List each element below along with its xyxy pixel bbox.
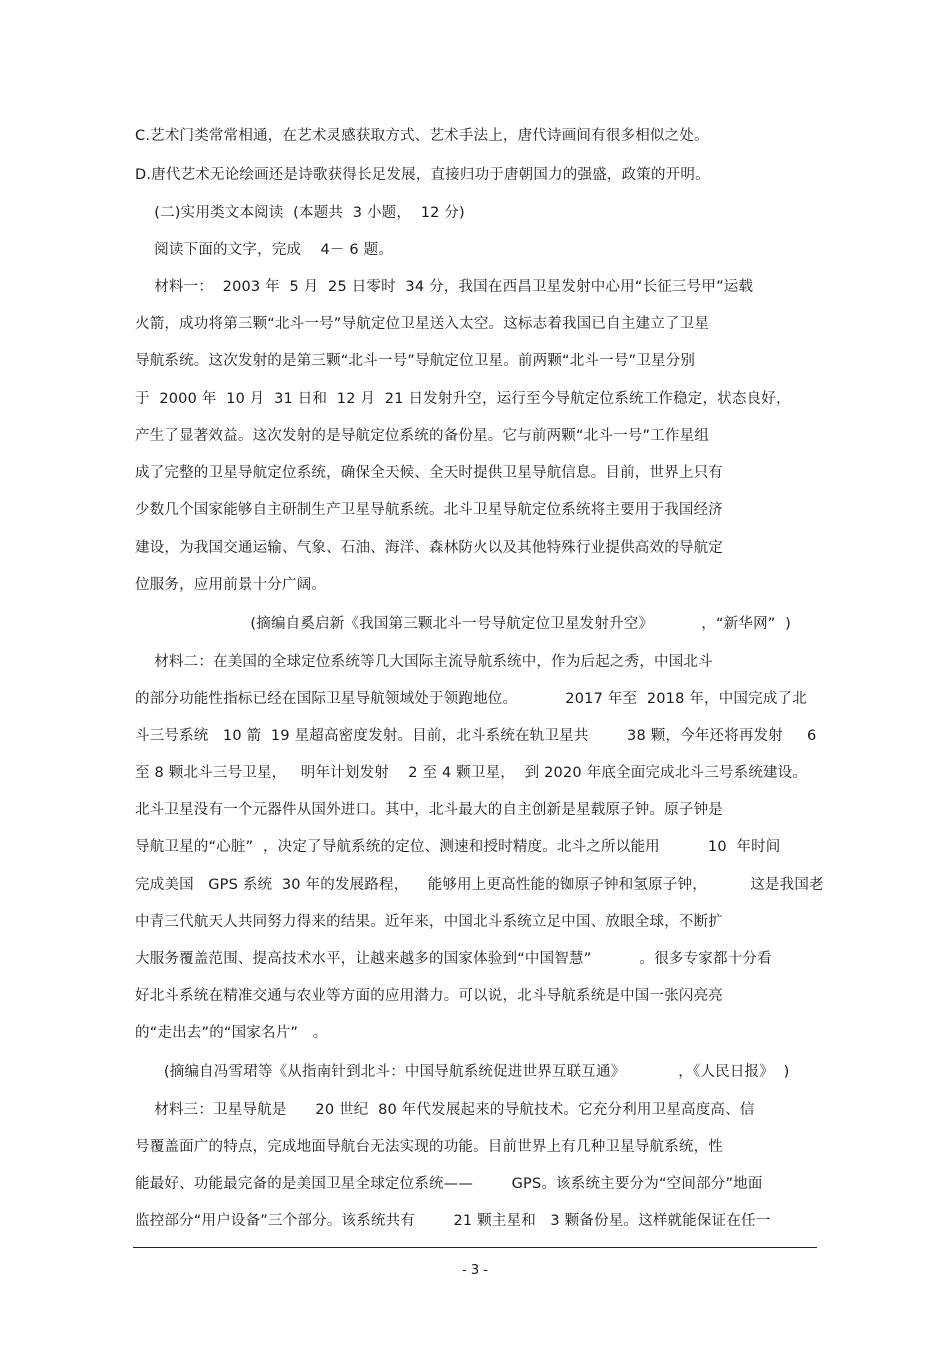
text-line: 成了完整的卫星导航定位系统，确保全天候、全天时提供卫星导航信息。目前，世界上只有 [135, 465, 723, 481]
section-heading: (二)实用类文本阅读 (本题共 3 小题， 12 分) [135, 205, 465, 221]
text-line: 火箭，成功将第三颗“北斗一号”导航定位卫星送入太空。这标志着我国已自主建立了卫星 [135, 316, 710, 332]
source-citation: (摘编自冯雪珺等《从指南针到北斗：中国导航系统促进世界互联互通》 ，《人民日报》 ) [135, 1064, 790, 1080]
text-line: 至 8 颗北斗三号卫星， 明年计划发射 2 至 4 颗卫星， 到 2020 年底全面完成北斗三号系统建设。 [135, 765, 808, 781]
text-line: 斗三号系统 10 箭 19 星超高密度发射。目前，北斗系统在轨卫星共 38 颗，今年还将再发射 6 [135, 728, 817, 744]
text-line: 大服务覆盖范围、提高技术水平，让越来越多的国家体验到“中国智慧” 。很多专家都十分看 [135, 951, 772, 967]
text-line: 位服务，应用前景十分广阔。 [135, 577, 327, 593]
text-line: 于 2000 年 10 月 31 日和 12 月 21 日发射升空，运行至今导航定位系统工作稳定，状态良好， [135, 391, 791, 407]
text-line: D.唐代艺术无论绘画还是诗歌获得长足发展，直接归功于唐朝国力的强盛，政策的开明。 [135, 167, 710, 183]
text-line: 能最好、功能最完备的是美国卫星全球定位系统—— GPS。该系统主要分为“空间部分”地面 [135, 1176, 763, 1192]
text-line: 的“走出去”的“国家名片” 。 [135, 1025, 328, 1041]
source-citation: (摘编自奚启新《我国第三颗北斗一号导航定位卫星发射升空》 ，“新华网” ) [135, 616, 791, 632]
text-line: 阅读下面的文字，完成 4－ 6 题。 [135, 242, 394, 258]
text-line: 材料一： 2003 年 5 月 25 日零时 34 分，我国在西昌卫星发射中心用“长征三号甲”运载 [135, 279, 754, 295]
text-line: C.艺术门类常常相通，在艺术灵感获取方式、艺术手法上，唐代诗画间有很多相似之处。 [135, 128, 709, 144]
text-line: 建设，为我国交通运输、气象、石油、海洋、森林防火以及其他特殊行业提供高效的导航定 [135, 540, 723, 556]
text-line: 中青三代航天人共同努力得来的结果。近年来，中国北斗系统立足中国、放眼全球，不断扩 [135, 914, 723, 930]
text-line: 完成美国 GPS 系统 30 年的发展路程， 能够用上更高性能的铷原子钟和氢原子钟， 这是我国老 [135, 877, 824, 893]
text-line: 产生了显著效益。这次发射的是导航定位系统的备份星。它与前两颗“北斗一号”工作星组 [135, 428, 710, 444]
text-line: 北斗卫星没有一个元器件从国外进口。其中，北斗最大的自主创新是星载原子钟。原子钟是 [135, 802, 723, 818]
text-line: 导航卫星的“心脏” ，决定了导航系统的定位、测速和授时精度。北斗之所以能用 10 年时间 [135, 839, 781, 855]
text-line: 号覆盖面广的特点，完成地面导航台无法实现的功能。目前世界上有几种卫星导航系统，性 [135, 1139, 723, 1155]
text-line: 好北斗系统在精准交通与农业等方面的应用潜力。可以说，北斗导航系统是中国一张闪亮亮 [135, 988, 723, 1004]
text-line: 导航系统。这次发射的是第三颗“北斗一号”导航定位卫星。前两颗“北斗一号”卫星分别 [135, 353, 696, 369]
text-line: 材料二：在美国的全球定位系统等几大国际主流导航系统中，作为后起之秀，中国北斗 [135, 654, 713, 670]
text-line: 的部分功能性指标已经在国际卫星导航领域处于领跑地位。 2017 年至 2018 年，中国完成了北 [135, 691, 807, 707]
footer-divider [133, 1247, 817, 1248]
text-line: 材料三：卫星导航是 20 世纪 80 年代发展起来的导航技术。它充分利用卫星高度高、信 [135, 1102, 755, 1118]
text-line: 少数几个国家能够自主研制生产卫星导航系统。北斗卫星导航定位系统将主要用于我国经济 [135, 502, 723, 518]
page-number: - 3 - [462, 1263, 488, 1278]
text-line: 监控部分“用户设备”三个部分。该系统共有 21 颗主星和 3 颗备份星。这样就能保证在任一 [135, 1213, 771, 1229]
